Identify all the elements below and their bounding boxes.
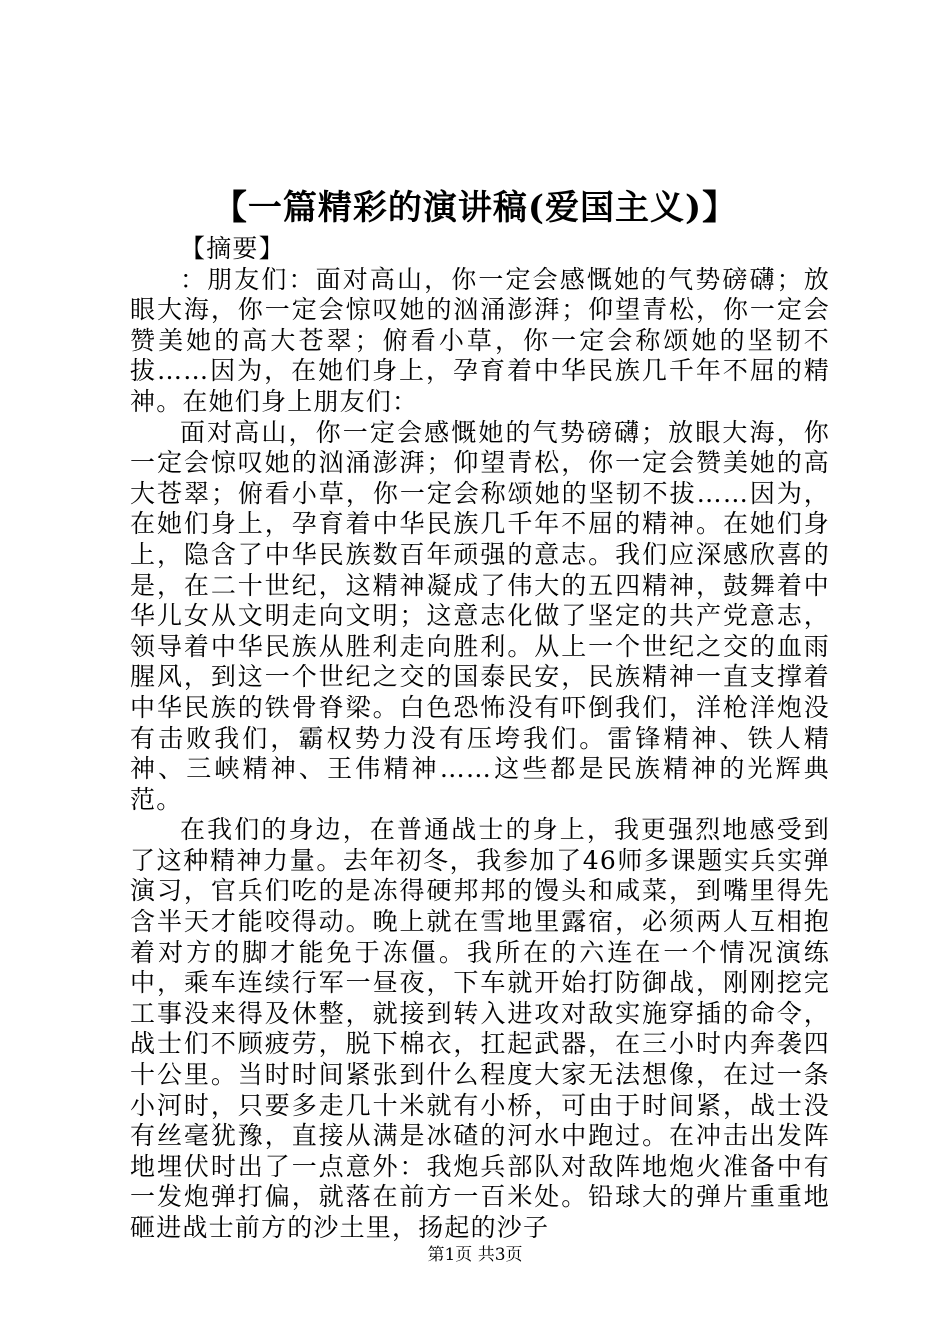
document-title: 【一篇精彩的演讲稿(爱国主义)】 (212, 188, 738, 228)
paragraph-2: 面对高山，你一定会感慨她的气势磅礴；放眼大海，你一定会惊叹她的汹涌澎湃；仰望青松，你一定会赞美她的高大苍翠；俯看小草，你一定会称颂她的坚韧不拔……因为，在她们身上，孕育着中华民族几千年不屈的精神。在她们身上，隐含了中华民族数百年顽强的意志。我们应深感欣喜的是，在二十世纪，这精神凝成了伟大的五四精神，鼓舞着中华儿女从文明走向文明；这意志化做了坚定的共产党意志，领导着中华民族从胜利走向胜利。从上一个世纪之交的血雨腥风，到这一个世纪之交的国泰民安，民族精神一直支撑着中华民族的铁骨脊梁。白色恐怖没有吓倒我们，洋枪洋炮没有击败我们，霸权势力没有压垮我们。雷锋精神、铁人精神、三峡精神、王伟精神……这些都是民族精神的光辉典范。 (130, 417, 830, 814)
page-footer: 第1页 共3页 (427, 1245, 523, 1265)
paragraph-1: ：朋友们：面对高山，你一定会感慨她的气势磅礴；放眼大海，你一定会惊叹她的汹涌澎湃；仰望青松，你一定会赞美她的高大苍翠；俯看小草，你一定会称颂她的坚韧不拔……因为，在她们身上，孕育着中华民族几千年不屈的精神。在她们身上朋友们： (130, 264, 830, 416)
document-body (130, 234, 830, 1244)
paragraph-3: 在我们的身边，在普通战士的身上，我更强烈地感受到了这种精神力量。去年初冬，我参加了46师多课题实兵实弹演习，官兵们吃的是冻得硬邦邦的馒头和咸菜，到嘴里得先含半天才能咬得动。晚上就在雪地里露宿，必须两人互相抱着对方的脚才能免于冻僵。我所在的六连在一个情况演练中，乘车连续行军一昼夜，下车就开始打防御战，刚刚挖完工事没来得及休整，就接到转入进攻对敌实施穿插的命令，战士们不顾疲劳，脱下棉衣，扛起武器，在三小时内奔袭四十公里。当时时间紧张到什么程度大家无法想像，在过一条小河时，只要多走几十米就有小桥，可由于时间紧，战士没有丝毫犹豫，直接从满是冰碴的河水中跑过。在冲击出发阵地埋伏时出了一点意外：我炮兵部队对敌阵地炮火准备中有一发炮弹打偏，就落在前方一百米处。铅球大的弹片重重地砸进战士前方的沙土里，扬起的沙子 (130, 815, 830, 1242)
abstract-label: 【摘要】 (180, 234, 285, 263)
